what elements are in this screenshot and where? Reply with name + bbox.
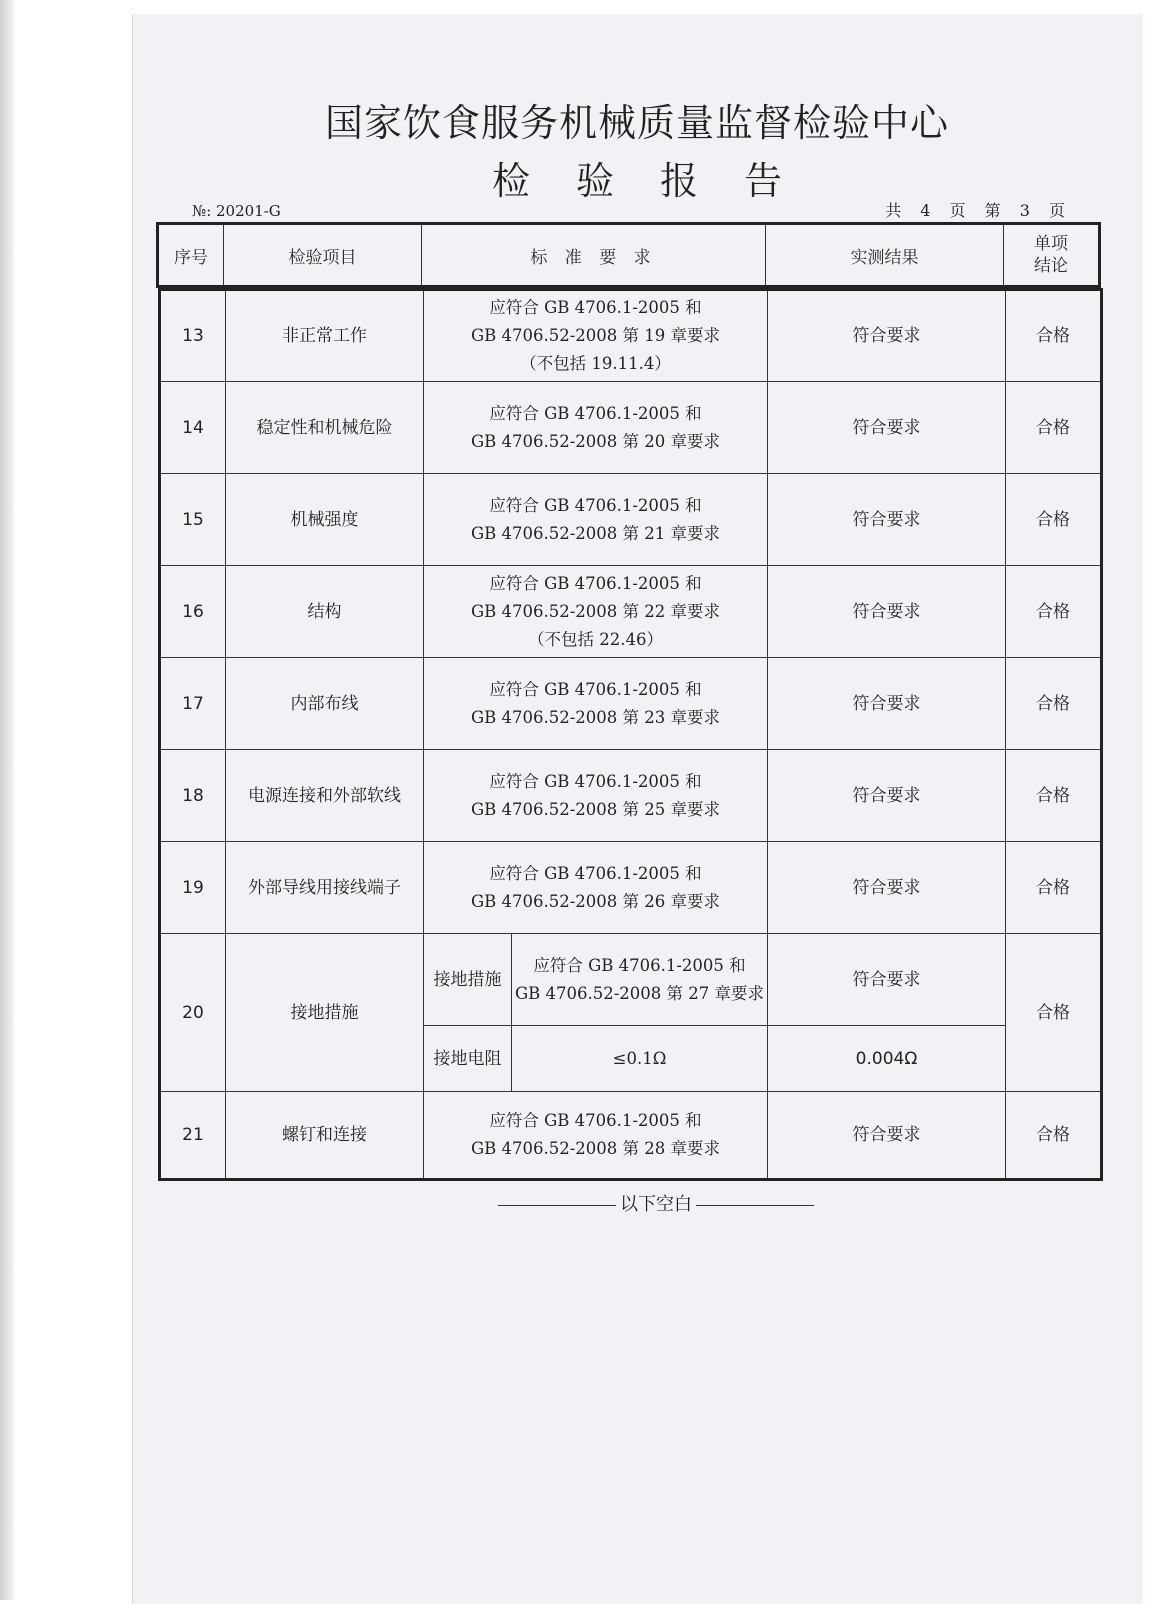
standard-line: ≤0.1Ω xyxy=(612,1048,667,1068)
item-verdict: 合格 xyxy=(1006,1092,1102,1180)
org-title: 国家饮食服务机械质量监督检验中心 xyxy=(324,101,949,145)
inspection-item: 螺钉和连接 xyxy=(226,1092,424,1180)
table-row xyxy=(160,382,1102,474)
measured-result: 符合要求 xyxy=(768,290,1006,382)
inspection-item: 稳定性和机械危险 xyxy=(226,382,424,474)
scan-edge-shadow xyxy=(0,0,14,1600)
row-number: 21 xyxy=(160,1092,226,1180)
table-row xyxy=(160,566,1102,658)
row-number: 20 xyxy=(160,934,226,1092)
standard-line: （不包括 19.11.4） xyxy=(520,354,671,373)
standard-line: GB 4706.52-2008 第 25 章要求 xyxy=(470,799,721,819)
standard-line: 应符合 GB 4706.1-2005 和 xyxy=(489,863,702,883)
page-info: 共 4 页 第 3 页 xyxy=(885,201,1065,220)
standard-requirement xyxy=(424,474,768,566)
item-verdict: 合格 xyxy=(1006,290,1102,382)
table-row xyxy=(160,290,1102,382)
item-verdict: 合格 xyxy=(1006,934,1102,1092)
item-verdict: 合格 xyxy=(1006,842,1102,934)
sub-item-name: 接地措施 xyxy=(424,934,512,1026)
blank-below-note xyxy=(476,1190,836,1216)
inspection-item: 机械强度 xyxy=(226,474,424,566)
standard-line: GB 4706.52-2008 第 28 章要求 xyxy=(470,1139,721,1158)
standard-requirement xyxy=(424,566,768,658)
standard-line: 应符合 GB 4706.1-2005 和 xyxy=(489,573,702,593)
standard-line: 应符合 GB 4706.1-2005 和 xyxy=(489,771,702,791)
row-number: 16 xyxy=(160,566,226,658)
standard-line: 应符合 GB 4706.1-2005 和 xyxy=(489,679,702,699)
standard-line: 应符合 GB 4706.1-2005 和 xyxy=(489,1111,702,1130)
standard-requirement xyxy=(424,1092,768,1180)
row-number: 18 xyxy=(160,750,226,842)
standard-requirement xyxy=(424,290,768,382)
item-verdict: 合格 xyxy=(1006,750,1102,842)
standard-line: GB 4706.52-2008 第 23 章要求 xyxy=(470,707,721,727)
row-number: 14 xyxy=(160,382,226,474)
table-row xyxy=(160,934,1102,1026)
inspection-item: 接地措施 xyxy=(226,934,424,1092)
measured-result: 符合要求 xyxy=(768,750,1006,842)
col-header-standard: 标 准 要 求 xyxy=(422,224,766,287)
standard-line: GB 4706.52-2008 第 26 章要求 xyxy=(470,891,721,911)
col-header-result: 实测结果 xyxy=(766,224,1004,287)
standard-line: GB 4706.52-2008 第 19 章要求 xyxy=(470,326,721,345)
standard-line: GB 4706.52-2008 第 22 章要求 xyxy=(470,601,721,621)
measured-result: 符合要求 xyxy=(768,1092,1006,1180)
doc-title: 检验报告 xyxy=(491,159,828,203)
table-row xyxy=(160,474,1102,566)
measured-result: 0.004Ω xyxy=(768,1026,1006,1092)
standard-requirement xyxy=(424,842,768,934)
standard-line: （不包括 22.46） xyxy=(528,629,663,649)
measured-result: 符合要求 xyxy=(768,382,1006,474)
table-row xyxy=(160,658,1102,750)
item-verdict: 合格 xyxy=(1006,566,1102,658)
measured-result: 符合要求 xyxy=(768,566,1006,658)
standard-requirement xyxy=(424,382,768,474)
table-row xyxy=(160,750,1102,842)
left-rule xyxy=(498,1205,616,1206)
blank-note-text: 以下空白 xyxy=(620,1194,692,1215)
inspection-table xyxy=(158,288,1103,1181)
measured-result: 符合要求 xyxy=(768,474,1006,566)
measured-result: 符合要求 xyxy=(768,934,1006,1026)
inspection-item: 结构 xyxy=(226,566,424,658)
inspection-item: 外部导线用接线端子 xyxy=(226,842,424,934)
standard-line: GB 4706.52-2008 第 20 章要求 xyxy=(470,431,721,451)
row-number: 19 xyxy=(160,842,226,934)
col-header-item: 检验项目 xyxy=(224,224,422,287)
standard-line: GB 4706.52-2008 第 21 章要求 xyxy=(470,523,721,543)
col-header-verdict: 单项结论 xyxy=(1004,224,1100,287)
standard-requirement xyxy=(512,1026,768,1092)
standard-line: 应符合 GB 4706.1-2005 和 xyxy=(489,298,702,317)
right-rule xyxy=(696,1205,814,1206)
row-number: 17 xyxy=(160,658,226,750)
inspection-item: 非正常工作 xyxy=(226,290,424,382)
standard-line: 应符合 GB 4706.1-2005 和 xyxy=(489,403,702,423)
report-number: №: 20201-G xyxy=(192,202,281,220)
standard-line: 应符合 GB 4706.1-2005 和 xyxy=(533,955,746,975)
standard-line: 应符合 GB 4706.1-2005 和 xyxy=(489,495,702,515)
sub-item-name: 接地电阻 xyxy=(424,1026,512,1092)
measured-result: 符合要求 xyxy=(768,842,1006,934)
table-row xyxy=(160,1092,1102,1180)
table-header xyxy=(156,222,1101,288)
inspection-item: 内部布线 xyxy=(226,658,424,750)
standard-requirement xyxy=(424,750,768,842)
standard-requirement xyxy=(512,934,768,1026)
item-verdict: 合格 xyxy=(1006,382,1102,474)
row-number: 13 xyxy=(160,290,226,382)
table-row xyxy=(160,842,1102,934)
standard-line: GB 4706.52-2008 第 27 章要求 xyxy=(514,983,765,1003)
row-number: 15 xyxy=(160,474,226,566)
item-verdict: 合格 xyxy=(1006,658,1102,750)
inspection-item: 电源连接和外部软线 xyxy=(226,750,424,842)
measured-result: 符合要求 xyxy=(768,658,1006,750)
item-verdict: 合格 xyxy=(1006,474,1102,566)
col-header-no: 序号 xyxy=(158,224,224,287)
standard-requirement xyxy=(424,658,768,750)
